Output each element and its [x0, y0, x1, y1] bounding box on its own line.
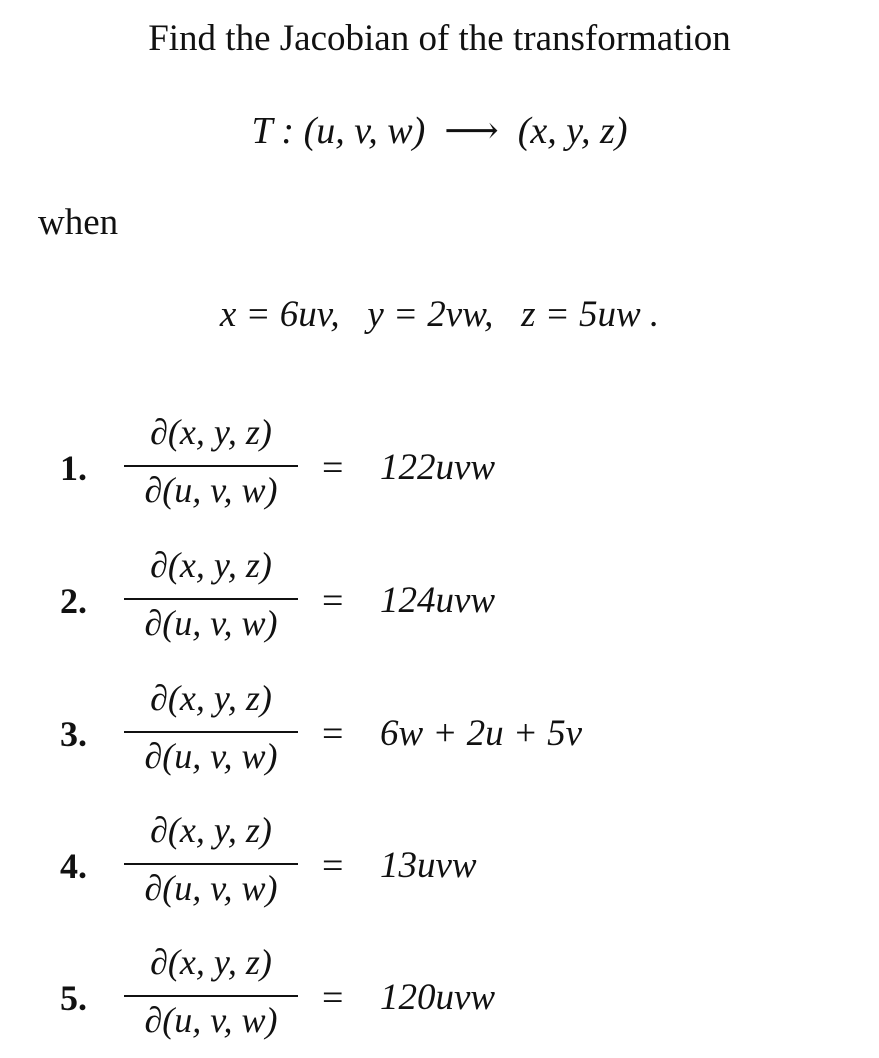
equals-sign: = — [322, 580, 344, 622]
answer-option-5[interactable] — [0, 938, 879, 1058]
fraction-denominator: ∂(u, v, w) — [144, 470, 278, 510]
jacobian-fraction — [124, 408, 298, 528]
answer-option-3[interactable] — [0, 674, 879, 794]
option-number: 1. — [60, 448, 87, 488]
fraction-numerator: ∂(x, y, z) — [150, 412, 272, 452]
option-number: 5. — [60, 978, 87, 1018]
jacobian-fraction — [124, 806, 298, 926]
jacobian-fraction — [124, 541, 298, 661]
equals-sign: = — [322, 845, 344, 887]
option-answer: 13uvw — [380, 845, 477, 886]
fraction-numerator: ∂(x, y, z) — [150, 545, 272, 585]
answer-option-2[interactable] — [0, 541, 879, 661]
fraction-denominator: ∂(u, v, w) — [144, 868, 278, 908]
fraction-numerator: ∂(x, y, z) — [150, 942, 272, 982]
transformation-mapping: T : (u, v, w) ⟶ (x, y, z) — [251, 110, 628, 152]
answer-option-1[interactable] — [0, 408, 879, 528]
problem-title: Find the Jacobian of the transformation — [148, 18, 731, 59]
equals-sign: = — [322, 713, 344, 755]
option-number: 3. — [60, 714, 87, 754]
option-answer: 120uvw — [380, 977, 496, 1018]
option-number: 4. — [60, 846, 87, 886]
equals-sign: = — [322, 977, 344, 1019]
fraction-denominator: ∂(u, v, w) — [144, 736, 278, 776]
option-number: 2. — [60, 581, 87, 621]
fraction-denominator: ∂(u, v, w) — [144, 603, 278, 643]
jacobian-fraction — [124, 938, 298, 1058]
fraction-denominator: ∂(u, v, w) — [144, 1000, 278, 1040]
fraction-numerator: ∂(x, y, z) — [150, 810, 272, 850]
transformation-equations: x = 6uv, y = 2vw, z = 5uw . — [219, 294, 660, 335]
option-answer: 6w + 2u + 5v — [380, 713, 583, 754]
answer-option-4[interactable] — [0, 806, 879, 926]
when-label: when — [38, 202, 119, 243]
fraction-numerator: ∂(x, y, z) — [150, 678, 272, 718]
jacobian-fraction — [124, 674, 298, 794]
option-answer: 122uvw — [380, 447, 496, 488]
equals-sign: = — [322, 447, 344, 489]
option-answer: 124uvw — [380, 580, 496, 621]
